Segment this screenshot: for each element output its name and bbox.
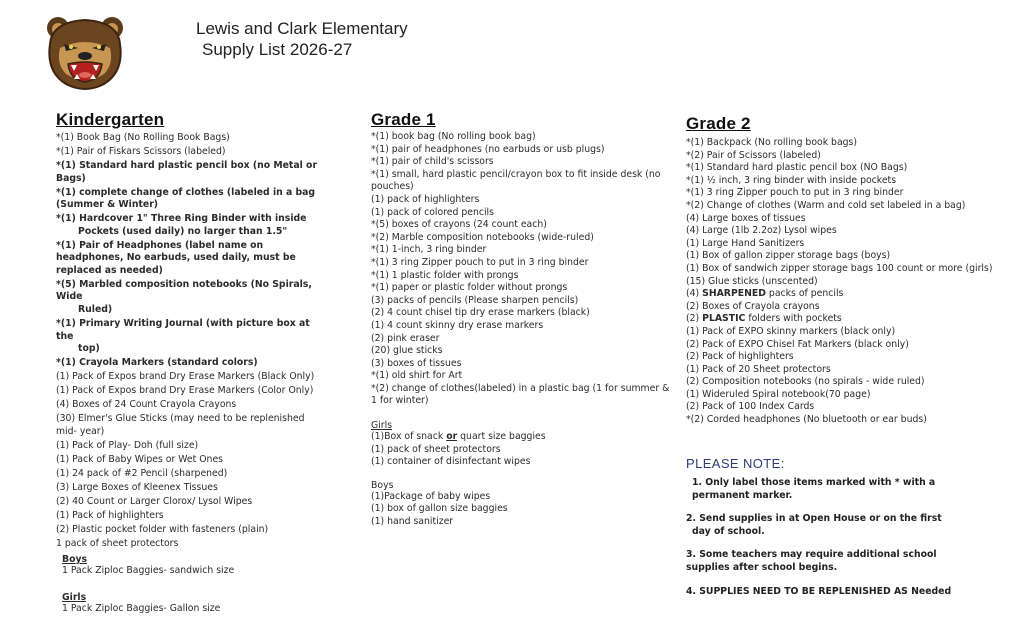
list-item: *(5) Marbled composition notebooks (No Spirals, Wide Ruled) [56,278,312,316]
grade2-list [686,137,996,427]
list-item: *(1) 3 ring Zipper pouch to put in 3 ring binder [371,256,589,268]
list-item: *(2) change of clothes(labeled) in a plastic bag (1 for summer & 1 for winter) [371,382,670,407]
grade1-list [371,131,677,408]
list-item: *(1) paper or plastic folder without prongs [371,282,568,294]
list-item: (1) 4 count skinny dry erase markers [371,319,544,331]
note-1: 1. Only label those items marked with * with a permanent marker. [692,477,936,501]
list-item: 1 pack of sheet protectors [56,537,179,549]
list-item: *(1) ½ inch, 3 ring binder with inside pockets [686,174,897,186]
list-item: (2) Composition notebooks (no spirals - wide ruled) [686,376,925,388]
grade2-column [686,110,996,427]
list-item: (3) boxes of tissues [371,357,462,369]
grade1-column [371,110,677,529]
list-item: (15) Glue sticks (unscented) [686,275,818,287]
list-item: *(1) complete change of clothes (labeled in a bag (Summer & Winter) [56,186,316,211]
list-item: (1) Pack of highlighters [56,509,164,521]
list-item: (1) Box of sandwich zipper storage bags 100 count or more (girls) [686,262,993,274]
please-note-section [686,456,986,609]
list-item: 1 Pack Ziploc Baggies- sandwich size [62,565,235,577]
list-item: *(1) pair of child's scissors [371,156,494,168]
list-item: (1) container of disinfectant wipes [371,456,531,468]
list-item: *(1) Standard hard plastic pencil box (no Metal or Bags) [56,159,318,184]
list-item: (4) Boxes of 24 Count Crayola Crayons [56,399,237,411]
list-item: *(1) Backpack (No rolling book bags) [686,137,858,148]
list-item: *(2) Pair of Scissors (labeled) [686,149,821,161]
list-item: (4) Large (1lb 2.2oz) Lysol wipes [686,225,837,237]
list-item: (2) Pack of EXPO Chisel Fat Markers (black only) [686,338,909,350]
list-item: *(1) small, hard plastic pencil/crayon box to fit inside desk (no pouches) [371,168,661,193]
list-item: (2) 4 count chisel tip dry erase markers (black) [371,307,590,319]
list-item: *(1) Pair of Fiskars Scissors (labeled) [56,145,226,157]
school-name: Lewis and Clark Elementary [196,19,408,38]
kindergarten-column [56,110,318,617]
list-item: *(1) pair of headphones (no earbuds or usb plugs) [371,143,605,155]
list-item: (2) Plastic pocket folder with fasteners (plain) [56,523,269,535]
list-item: *(1) 1-inch, 3 ring binder [371,244,487,256]
list-item: (4) SHARPENED packs of pencils [686,288,844,300]
note-2: 2. Send supplies in at Open House or on the first day of school. [686,513,942,537]
list-item: (30) Elmer's Glue Sticks (may need to be replenished mid- year) [56,413,305,437]
list-item: *(1) Standard hard plastic pencil box (NO Bags) [686,162,908,174]
list-item: (1)Package of baby wipes [371,490,491,502]
kindergarten-heading: Kindergarten [56,110,165,129]
list-item: (2) 40 Count or Larger Clorox/ Lysol Wipes [56,495,253,507]
list-item: (1) Pack of Play- Doh (full size) [56,439,199,451]
list-item: (1) Pack of Expos brand Dry Erase Markers (Color Only) [56,385,314,397]
list-item: *(1) Primary Writing Journal (with picture box at the top) [56,318,310,355]
list-item: *(1) book bag (No rolling book bag) [371,131,536,142]
list-item: (1) Pack of Expos brand Dry Erase Markers (Black Only) [56,371,315,383]
list-item: (2) Pack of 100 Index Cards [686,401,815,413]
supply-list-title: Supply List 2026-27 [202,40,353,59]
note-3: 3. Some teachers may require additional school supplies after school begins. [686,549,937,573]
list-item: (1) 24 pack of #2 Pencil (sharpened) [56,467,228,479]
list-item: (1) box of gallon size baggies [371,503,508,515]
grade2-heading: Grade 2 [686,114,751,133]
list-item: (1) hand sanitizer [371,516,454,528]
list-item: *(1) 3 ring Zipper pouch to put in 3 ring binder [686,187,904,199]
grade1-boys-heading: Boys [371,479,394,491]
list-item: (2) Pack of highlighters [686,351,794,363]
kindergarten-list [56,132,318,550]
list-item: (2) pink eraser [371,332,440,344]
list-item: 1 Pack Ziploc Baggies- Gallon size [62,602,221,614]
list-item: *(1) Crayola Markers (standard colors) [56,357,258,369]
list-item: (1) Box of gallon zipper storage bags (boys) [686,250,891,262]
school-header [196,18,408,60]
list-item: (3) Large Boxes of Kleenex Tissues [56,481,218,493]
list-item: *(1) Book Bag (No Rolling Book Bags) [56,132,230,143]
list-item: *(1) Pair of Headphones (label name on headphones, No earbuds, used daily, must be replaced as needed) [56,239,296,276]
note-4: 4. SUPPLIES NEED TO BE REPLENISHED AS Needed [686,585,952,597]
list-item: (2) PLASTIC folders with pockets [686,313,842,325]
list-item: (4) Large boxes of tissues [686,212,806,224]
bear-mascot-logo [44,14,126,92]
list-item: *(2) Marble composition notebooks (wide-ruled) [371,231,594,243]
grade1-heading: Grade 1 [371,110,436,129]
list-item: (2) Boxes of Crayola crayons [686,300,820,312]
list-item: (1) Pack of 20 Sheet protectors [686,363,831,375]
list-item: *(2) Corded headphones (No bluetooth or ear buds) [686,414,927,426]
list-item: (1) Pack of Baby Wipes or Wet Ones [56,453,224,465]
kindergarten-boys-heading: Boys [62,554,88,566]
please-note-heading: PLEASE NOTE: [686,456,785,471]
list-item: *(5) boxes of crayons (24 count each) [371,219,547,231]
kindergarten-girls-heading: Girls [62,591,87,603]
list-item: *(1) 1 plastic folder with prongs [371,269,519,281]
list-item: (1) Large Hand Sanitizers [686,237,805,249]
list-item: (1) Pack of EXPO skinny markers (black only) [686,325,896,337]
list-item: *(1) old shirt for Art [371,370,463,382]
list-item: (1)Box of snack or quart size baggies [371,431,546,443]
list-item: (1) pack of sheet protectors [371,443,501,455]
list-item: (20) glue sticks [371,345,443,357]
list-item: (1) pack of colored pencils [371,206,494,218]
list-item: (3) packs of pencils (Please sharpen pencils) [371,294,579,306]
grade1-girls-heading: Girls [371,420,393,432]
list-item: *(1) Hardcover 1" Three Ring Binder with inside Pockets (used daily) no larger than 1.5" [56,213,307,237]
list-item: *(2) Change of clothes (Warm and cold set labeled in a bag) [686,199,966,211]
list-item: (1) Wideruled Spiral notebook(70 page) [686,388,871,400]
list-item: (1) pack of highlighters [371,193,480,205]
